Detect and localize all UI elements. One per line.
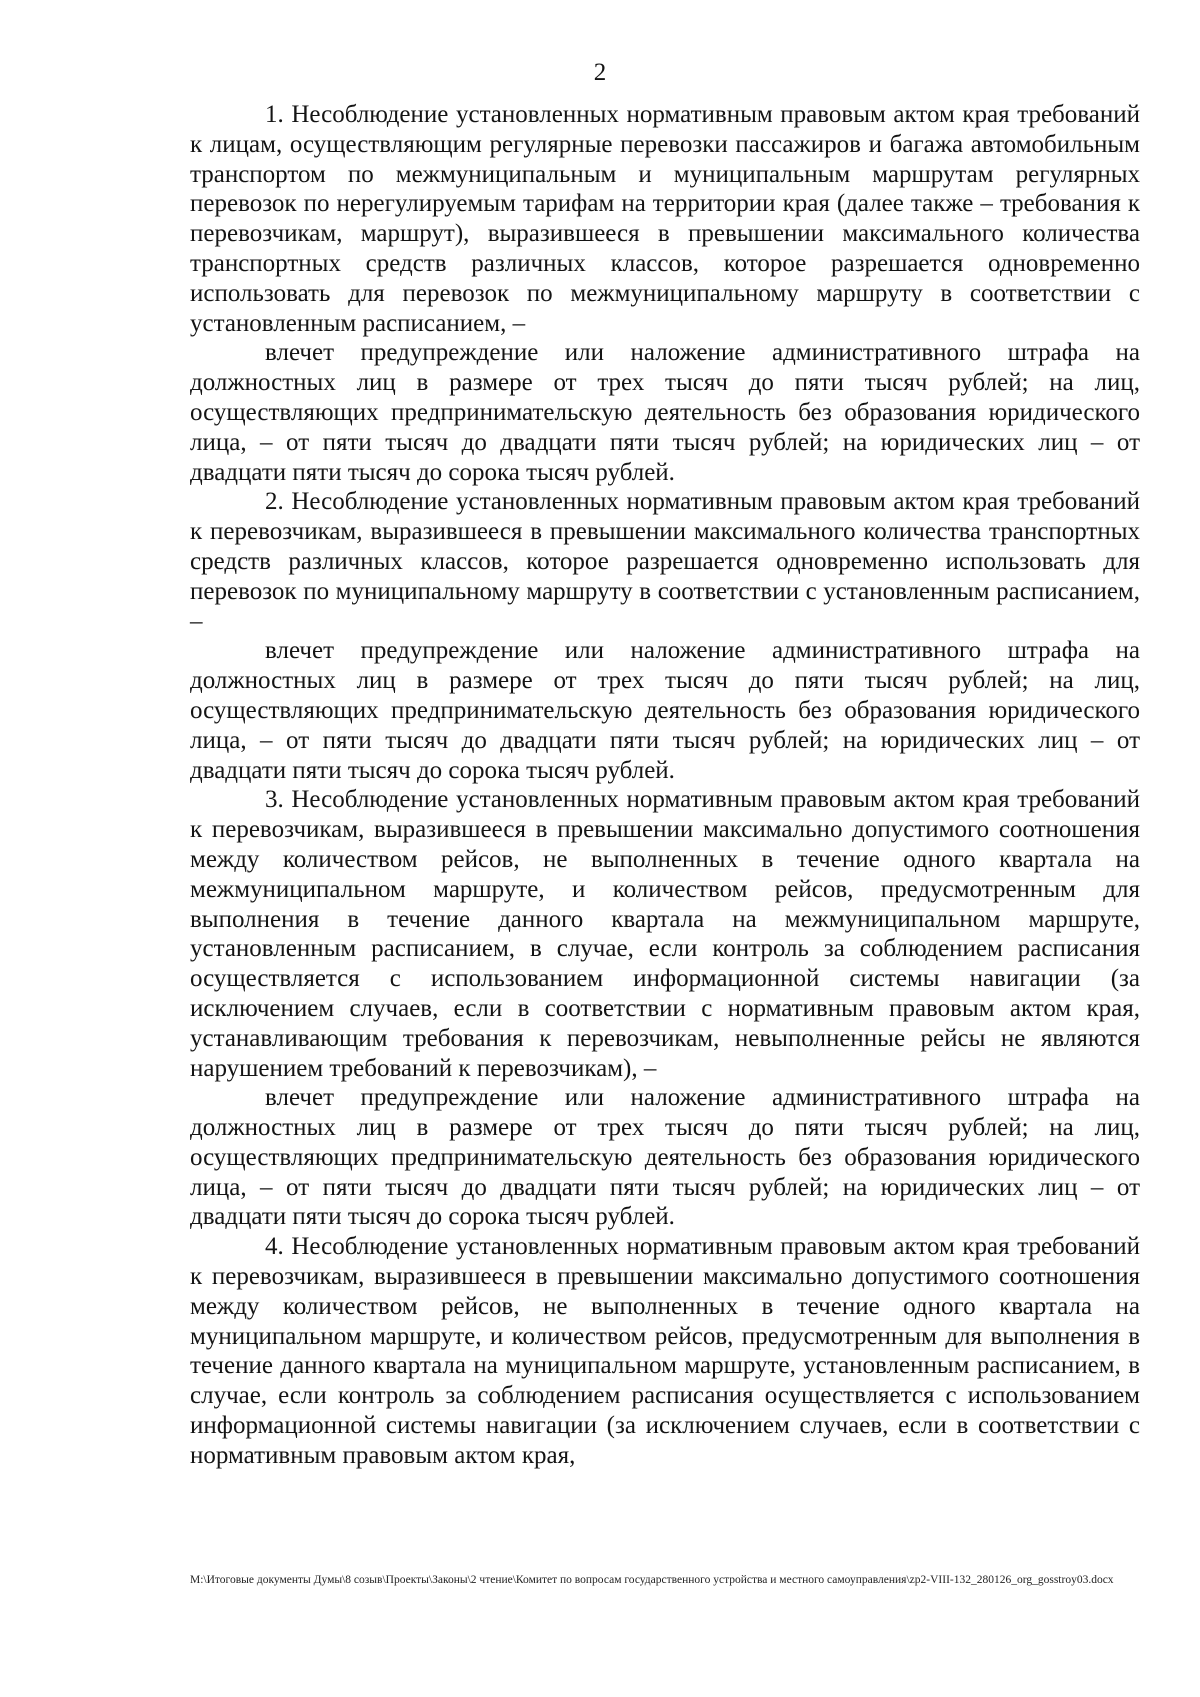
page-number: 2 (593, 59, 607, 86)
document-body (190, 100, 1140, 1471)
paragraph-2-penalty: влечет предупреждение или наложение административного штрафа на должностных лиц в размере от трех тысяч до пяти тысяч рублей; на лиц, осуществляющих предпринимательскую деятельность без образования юридического лица, – от пяти тысяч до двадцати пяти тысяч рублей; на юридических лиц – от двадцати пяти тысяч до сорока тысяч рублей. (190, 637, 1140, 784)
paragraph-4-offense: 4. Несоблюдение установленных нормативным правовым актом края требований к перевозчикам, выразившееся в превышении максимально допустимого соотношения между количеством рейсов, не выполненных в течение одного квартала на муниципальном маршруте, и количеством рейсов, предусмотренным для выполнения в течение данного квартала на муниципальном маршруте, установленным расписанием, в случае, если контроль за соблюдением расписания осуществляется с использованием информационной системы навигации (за исключением случаев, если в соответствии с нормативным правовым актом края, (190, 1233, 1140, 1469)
paragraph-1-offense: 1. Несоблюдение установленных нормативным правовым актом края требований к лицам, осуществляющим регулярные перевозки пассажиров и багажа автомобильным транспортом по межмуниципальным и муниципальным маршрутам регулярных перевозок по нерегулируемым тарифам на территории края (далее также – требования к перевозчикам, маршрут), выразившееся в превышении максимального количества транспортных средств различных классов, которое разрешается одновременно использовать для перевозок по межмуниципальному маршруту в соответствии с установленным расписанием, – (190, 101, 1140, 337)
paragraph-3-penalty: влечет предупреждение или наложение административного штрафа на должностных лиц в размере от трех тысяч до пяти тысяч рублей; на лиц, осуществляющих предпринимательскую деятельность без образования юридического лица, – от пяти тысяч до двадцати пяти тысяч рублей; на юридических лиц – от двадцати пяти тысяч до сорока тысяч рублей. (190, 1084, 1140, 1231)
footer-file-path: M:\Итоговые документы Думы\8 созыв\Проекты\Законы\2 чтение\Комитет по вопросам государственного устройства и местного самоуправления\zp2-VIII-132_280126_org_gosstroy03.docx (190, 1574, 1114, 1586)
paragraph-3-offense: 3. Несоблюдение установленных нормативным правовым актом края требований к перевозчикам, выразившееся в превышении максимально допустимого соотношения между количеством рейсов, не выполненных в течение одного квартала на межмуниципальном маршруте, и количеством рейсов, предусмотренным для выполнения в течение данного квартала на межмуниципальном маршруте, установленным расписанием, в случае, если контроль за соблюдением расписания осуществляется с использованием информационной системы навигации (за исключением случаев, если в соответствии с нормативным правовым актом края, устанавливающим требования к перевозчикам, невыполненные рейсы не являются нарушением требований к перевозчикам), – (190, 786, 1140, 1082)
paragraph-2-offense: 2. Несоблюдение установленных нормативным правовым актом края требований к перевозчикам, выразившееся в превышении максимального количества транспортных средств различных классов, которое разрешается одновременно использовать для перевозок по муниципальному маршруту в соответствии с установленным расписанием, – (190, 488, 1140, 635)
paragraph-1-penalty: влечет предупреждение или наложение административного штрафа на должностных лиц в размере от трех тысяч до пяти тысяч рублей; на лиц, осуществляющих предпринимательскую деятельность без образования юридического лица, – от пяти тысяч до двадцати пяти тысяч рублей; на юридических лиц – от двадцати пяти тысяч до сорока тысяч рублей. (190, 339, 1140, 486)
